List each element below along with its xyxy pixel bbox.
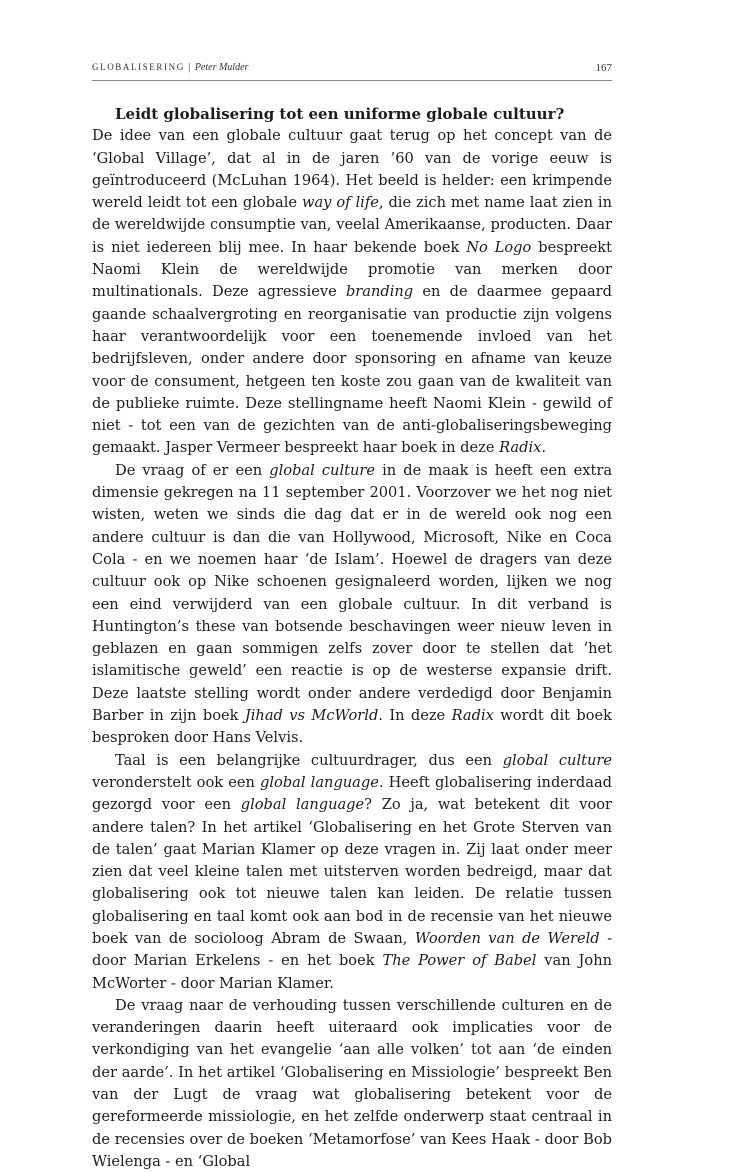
p3-italic-3: global language	[240, 796, 365, 814]
paragraph-3	[92, 750, 612, 995]
p1-text-3: bespreekt Naomi Klein de wereldwijde promotie van merken door multinationals. Deze agressieve	[92, 238, 612, 301]
p3-italic-1: global culture	[502, 751, 612, 769]
header-separator: |	[188, 62, 191, 73]
p1-italic-1: way of life	[301, 194, 379, 212]
p1-italic-3: branding	[345, 283, 414, 301]
p3-text-6: van John McWorter - door Marian Klamer.	[92, 952, 612, 992]
p2-text-2: in de maak is heeft een extra dimensie gekregen na 11 september 2001. Voorzover we het nog niet wisten, weten we sinds die dag dat er in de wereld ook nog een andere cultuur is dan die van Hollywood, Microsoft, Nike en Coca Cola - en we noemen haar ‘de Islam’. Hoewel de dragers van deze cultuur ook op Nike schoenen gesignaleerd worden, lijken we nog een eind verwijderd van een globale cultuur. In dit verband is Huntington’s these van botsende beschavingen weer nieuw leven in geblazen en gaan sommigen zelfs zover door te stellen dat ‘het islamitische geweld’ een reactie is op de westerse expansie drift. Deze laatste stelling wordt onder andere verdedigd door Benjamin Barber in zijn boek	[92, 461, 613, 725]
p1-text-4: en de daarmee gepaard gaande schaalvergroting en reorganisatie van productie zijn volgens haar verantwoordelijk voor een toenemende invloed van het bedrijfsleven, onder andere door sponsoring en afname van keuze voor de consument, hetgeen ten koste zou gaan van de kwaliteit van de publieke ruimte. Deze stellingname heeft Naomi Klein - gewild of niet - tot een van de gezichten van de anti-globaliseringsbeweging gemaakt. Jasper Vermeer bespreekt haar boek in deze	[92, 283, 612, 457]
p1-text-5: .	[541, 439, 546, 457]
p4-text-1: De vraag naar de verhouding tussen verschillende culturen en de veranderingen daarin heeft uiteraard ook implicaties voor de verkondiging van het evangelie ‘aan alle volken’ tot aan ‘de einden der aarde’. In het artikel ‘Globalisering en Missiologie’ bespreekt Ben van der Lugt de vraag wat globalisering betekent voor de gereformeerde missiologie, en het zelfde onderwerp staat centraal in de recensies over de boeken ‘Metamorfose’ van Kees Haak - door Bob Wielenga - en ‘Global	[92, 996, 612, 1170]
p2-text-4: wordt dit boek besproken door Hans Velvis.	[92, 707, 612, 747]
p3-italic-5: The Power of Babel	[382, 952, 537, 970]
p3-text-2: veronderstelt ook een	[92, 773, 261, 791]
paragraph-1	[92, 125, 612, 459]
p2-text-3: . In deze	[378, 707, 452, 725]
p3-text-3: . Heeft globalisering inderdaad gezorgd voor een	[92, 773, 612, 814]
paragraph-2	[92, 460, 612, 750]
p1-text-2: , die zich met name laat zien in de wereldwijde consumptie van, veelal Amerikaanse, producten. Daar is niet iedereen blij mee. In haar bekende boek	[92, 194, 612, 256]
p3-text-1: Taal is een belangrijke cultuurdrager, dus een	[115, 751, 503, 769]
header-author: Peter Mulder	[194, 62, 249, 73]
article-body	[92, 103, 612, 1173]
p1-text-1: De idee van een globale cultuur gaat terug op het concept van de ‘Global Village’, dat al in de jaren ’60 van de vorige eeuw is geïntroduceerd (McLuhan 1964). Het beeld is helder: een krimpende wereld leidt tot een globale	[92, 127, 612, 212]
p2-italic-1: global culture	[269, 461, 376, 479]
paragraph-4	[92, 995, 612, 1173]
p1-italic-4: Radix	[499, 439, 542, 457]
p1-italic-2: No Logo	[466, 238, 532, 256]
p2-italic-2: Jihad vs McWorld	[244, 707, 379, 725]
section-heading: Leidt globalisering tot een uniforme globale cultuur?	[115, 105, 565, 123]
p3-italic-4: Woorden van de Wereld	[414, 929, 600, 947]
p3-text-5: - door Marian Erkelens - en het boek	[92, 929, 612, 970]
page-number: 167	[595, 62, 612, 74]
p3-text-4: ? Zo ja, wat betekent dit voor andere talen? In het artikel ‘Globalisering en het Grote Sterven van de talen’ gaat Marian Klamer op deze vragen in. Zij laat onder meer zien dat veel kleine talen met uitsterven worden bedreigd, maar dat globalisering ook tot nieuwe talen kan leiden. De relatie tussen globalisering en taal komt ook aan bod in de recensie van het nieuwe boek van de socioloog Abram de Swaan,	[92, 796, 613, 947]
p2-italic-3: Radix	[451, 707, 494, 725]
header-rule	[92, 80, 612, 81]
p2-text-1: De vraag of er een	[115, 461, 270, 479]
header-section-title: GLOBALISERING	[92, 62, 185, 72]
p3-italic-2: global language	[260, 773, 379, 791]
running-header	[92, 62, 612, 78]
